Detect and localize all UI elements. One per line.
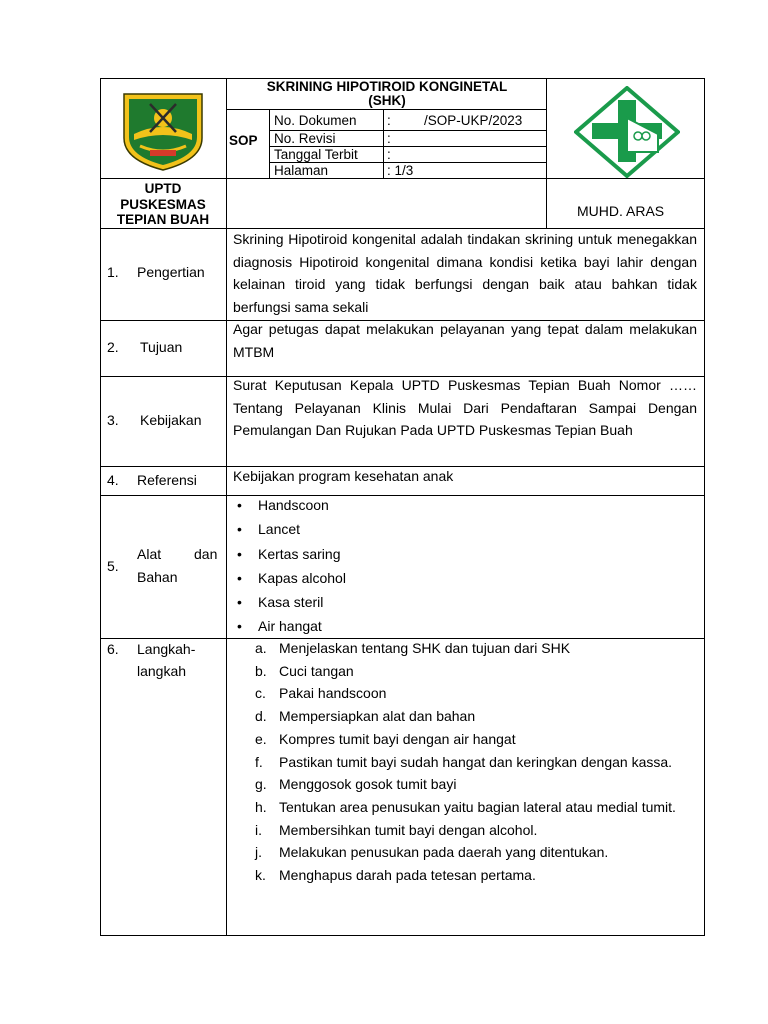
meta-label-no-revisi: No. Revisi — [274, 131, 336, 146]
list-item — [227, 728, 697, 751]
title-line-1: SKRINING HIPOTIROID KONGINETAL — [266, 79, 508, 94]
step-text: Membersihkan tumit bayi dengan alcohol. — [279, 821, 538, 838]
list-item — [227, 682, 697, 705]
section-label-bahan: Bahan — [137, 569, 178, 585]
step-letter: g. — [255, 776, 267, 793]
step-letter: h. — [255, 798, 267, 815]
list-item: • Handscoon — [230, 493, 700, 517]
list-item — [227, 705, 697, 728]
org-line-3: TEPIAN BUAH — [116, 212, 210, 227]
step-text: Menggosok gosok tumit bayi — [279, 776, 457, 793]
title-divider — [226, 109, 546, 110]
step-text: Melakukan penusukan pada daerah yang ditentukan. — [279, 844, 609, 861]
step-letter: i. — [255, 821, 262, 838]
meta-sep-halaman: : 1/3 — [387, 163, 414, 178]
alat-list — [230, 493, 700, 639]
list-item — [227, 751, 697, 774]
section-num-tujuan: 2. — [107, 339, 119, 355]
section-num-langkah: 6. — [107, 641, 119, 657]
list-item — [227, 660, 697, 683]
signer-name: MUHD. ARAS — [577, 203, 665, 219]
section-num-referensi: 4. — [107, 472, 119, 488]
section-label-langkah-a: Langkah- — [137, 641, 196, 657]
list-item — [227, 796, 697, 819]
section-num-alat: 5. — [107, 558, 119, 574]
section-text-pengertian: Skrining Hipotiroid kongenital adalah tindakan skrining untuk menegakkan diagnosis Hipotiroid kongenital dimana kondisi ketika bayi lahir dengan kelainan tiroid yang tidak berfungsi dengan baik atau bahkan tidak berfungsi sama sekali — [233, 231, 697, 315]
sop-label: SOP — [229, 133, 258, 148]
list-item — [227, 819, 697, 842]
step-text: Pakai handscoon — [279, 685, 387, 702]
section-label-tujuan: Tujuan — [140, 339, 183, 355]
list-item: • Air hangat — [230, 614, 700, 638]
section-label-kebijakan: Kebijakan — [140, 412, 202, 428]
meta-label-halaman: Halaman — [274, 163, 329, 178]
step-letter: d. — [255, 708, 267, 725]
section-num-pengertian: 1. — [107, 264, 119, 280]
langkah-list — [227, 637, 697, 887]
section-text-tujuan: Agar petugas dapat melakukan pelayanan yang tepat dalam melakukan MTBM — [233, 321, 697, 360]
list-item — [227, 864, 697, 887]
regency-emblem-icon — [120, 90, 206, 172]
list-item: • Kertas saring — [230, 542, 700, 566]
header-col-divider-2 — [546, 78, 547, 228]
list-item: • Kasa steril — [230, 590, 700, 614]
step-letter: b. — [255, 662, 267, 679]
step-text: Cuci tangan — [279, 662, 354, 679]
section-label-alat: Alat — [137, 546, 162, 562]
step-text: Menjelaskan tentang SHK dan tujuan dari SHK — [279, 640, 571, 656]
org-line-1: UPTD — [144, 181, 182, 196]
meta-label-no-dokumen: No. Dokumen — [274, 113, 357, 128]
sop-col-divider — [269, 109, 270, 179]
meta-sep-tanggal-terbit: : — [387, 147, 391, 162]
step-letter: c. — [255, 685, 266, 702]
section-label-referensi: Referensi — [137, 472, 197, 488]
step-text: Menghapus darah pada tetesan pertama. — [279, 867, 536, 884]
title-line-2: (SHK) — [368, 93, 406, 108]
step-letter: j. — [255, 844, 262, 861]
meta-sep-no-dokumen: : — [387, 113, 391, 128]
regency-logo — [120, 90, 206, 172]
section-label-langkah-b: langkah — [137, 663, 187, 679]
step-text: Kompres tumit bayi dengan air hangat — [279, 730, 516, 747]
puskesmas-logo — [574, 86, 680, 178]
list-item: • Lancet — [230, 517, 700, 541]
header-divider — [100, 178, 705, 179]
meta-sep-no-revisi: : — [387, 131, 391, 146]
list-item — [227, 637, 697, 660]
org-line-2: PUSKESMAS — [120, 196, 206, 212]
step-text: Mempersiapkan alat dan bahan — [279, 708, 476, 725]
meta-col-divider — [383, 109, 384, 179]
meta-value-no-dokumen: /SOP-UKP/2023 — [424, 113, 523, 128]
organization-name — [102, 181, 224, 228]
section-text-kebijakan: Surat Keputusan Kepala UPTD Puskesmas Tepian Buah Nomor …… Tentang Pelayanan Klinis Mulai Dari Pendaftaran Sampai Dengan Pemulangan Dan Rujukan Pada UPTD Puskesmas Tepian Buah — [233, 377, 697, 438]
list-item: • Kapas alcohol — [230, 566, 700, 590]
step-letter: e. — [255, 730, 267, 747]
list-item — [227, 773, 697, 796]
step-text: Pastikan tumit bayi sudah hangat dan keringkan dengan kassa. — [279, 753, 673, 770]
list-item — [227, 841, 697, 864]
document-title — [228, 80, 546, 108]
step-letter: k. — [255, 867, 266, 884]
puskesmas-cross-icon — [574, 86, 680, 178]
section-label-dan: dan — [194, 546, 218, 562]
step-letter: f. — [255, 753, 263, 770]
section-num-kebijakan: 3. — [107, 412, 119, 428]
section-text-referensi: Kebijakan program kesehatan anak — [233, 468, 454, 484]
meta-label-tanggal-terbit: Tanggal Terbit — [274, 147, 358, 162]
step-letter: a. — [255, 640, 267, 656]
section-label-pengertian: Pengertian — [137, 264, 205, 280]
step-text: Tentukan area penusukan yaitu bagian lateral atau medial tumit. — [279, 798, 676, 815]
